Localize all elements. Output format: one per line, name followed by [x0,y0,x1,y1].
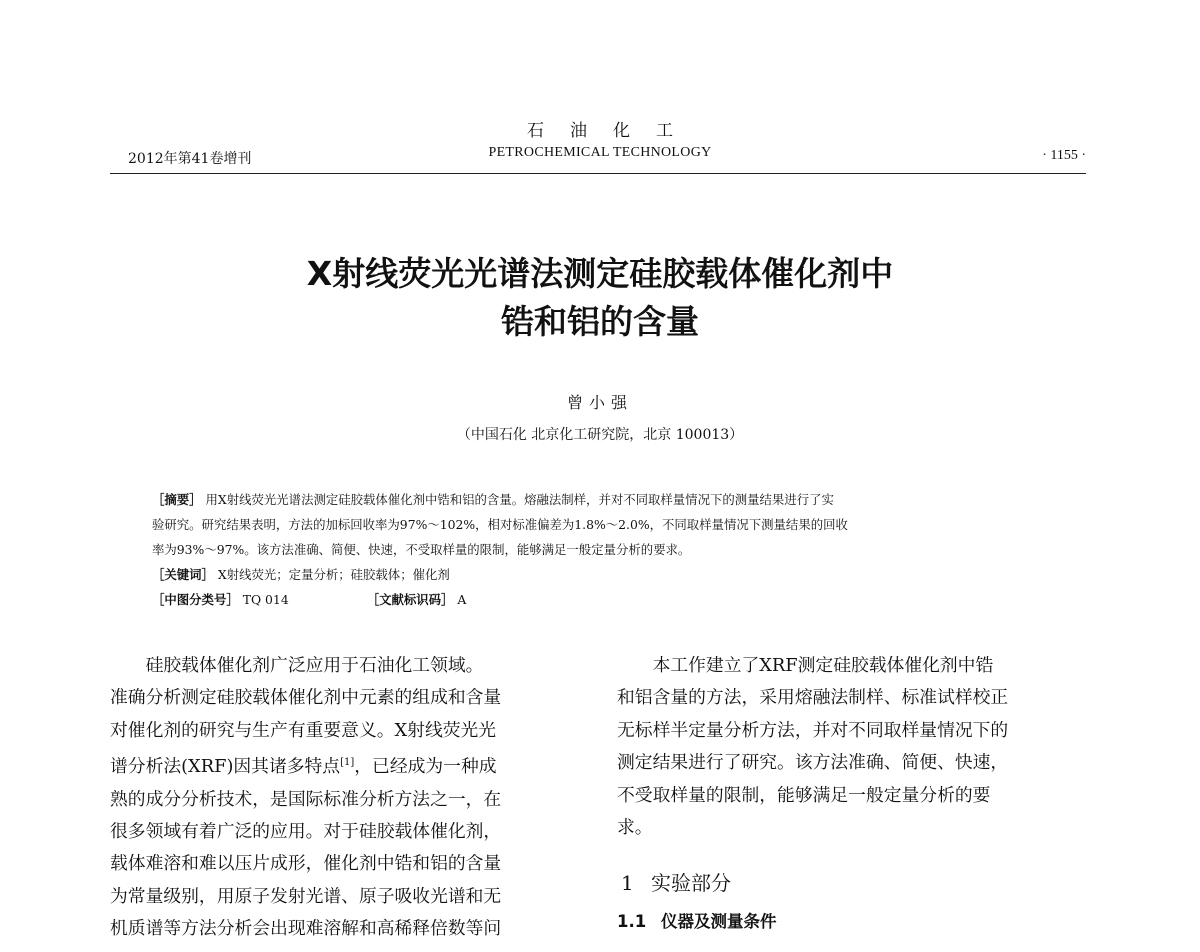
abstract-text-1: 用X射线荧光光谱法测定硅胶载体催化剂中锆和铝的含量。熔融法制样，并对不同取样量情况下的测量结果进行了实 [205,492,834,507]
clc-value: TQ 014 [242,592,289,607]
body-line: 无标样半定量分析方法，并对不同取样量情况下的 [617,719,1009,741]
body-line: 为常量级别，用原子发射光谱、原子吸收光谱和无 [110,885,502,907]
body-line: 熟的成分分析技术，是国际标准分析方法之一，在 [110,788,502,810]
doc-code-label: ［文献标识码］ [366,592,454,607]
body-line: 测定结果进行了研究。该方法准确、简便、快速， [617,752,1009,774]
doc-code-value: A [457,592,467,607]
author-name: 曾小强 [566,393,633,412]
header-rule [110,173,1086,174]
body-column-left [110,650,580,946]
section-heading [617,867,1087,899]
body-line: 准确分析测定硅胶载体催化剂中元素的组成和含量 [110,687,502,709]
title-line-1: X射线荧光光谱法测定硅胶载体催化剂中 [306,254,894,293]
section-title: 实验部分 [651,871,731,896]
body-line-text: 谱分析法(XRF)因其诸多特点 [110,756,341,778]
abstract-label: ［摘要］ [152,492,202,507]
body-column-right [617,650,1087,937]
classification-line [152,587,1052,612]
body-line: 不受取样量的限制，能够满足一般定量分析的要 [617,784,991,806]
body-line: 求。 [617,817,653,839]
title-line-2: 锆和铝的含量 [501,302,699,341]
journal-name-en: PETROCHEMICAL TECHNOLOGY [488,145,712,160]
author-affiliation: （中国石化 北京化工研究院，北京 100013） [456,427,744,443]
journal-name-cn: 石油化工 [527,121,699,141]
abstract-block [152,487,1052,612]
body-line: 机质谱等方法分析会出现难溶解和高稀释倍数等问 [110,918,502,940]
issue-label: 2012年第41卷增刊 [128,151,252,167]
keywords-text: X射线荧光；定量分析；硅胶载体；催化剂 [217,567,450,582]
body-line: 和铝含量的方法，采用熔融法制样、标准试样校正 [617,687,1009,709]
abstract-line-2: 验研究。研究结果表明，方法的加标回收率为97%～102%，相对标准偏差为1.8%～2.0%，不同取样量情况下测量结果的回收 [152,517,848,532]
body-line: 载体难溶和难以压片成形，催化剂中锆和铝的含量 [110,853,502,875]
subsection-heading [617,907,1087,937]
abstract-line-1 [152,487,1052,512]
section-number: 1 [621,871,634,896]
subsection-number: 1.1 [617,912,647,932]
body-line: 本工作建立了XRF测定硅胶载体催化剂中锆 [617,655,994,676]
keywords-line [152,562,1052,587]
body-line: 对催化剂的研究与生产有重要意义。X射线荧光光 [110,719,497,741]
article-title [0,250,1200,346]
body-line-tail: ，已经成为一种成 [354,756,497,778]
clc-label: ［中图分类号］ [152,592,239,607]
body-line: 硅胶载体催化剂广泛应用于石油化工领域。 [110,655,484,676]
abstract-line-3: 率为93%～97%。该方法准确、简便、快速，不受取样量的限制，能够满足一般定量分析的要求。 [152,542,691,557]
reference-marker: [1] [340,757,355,769]
page-number: · 1155 · [1042,148,1086,163]
body-line: 很多领域有着广泛的应用。对于硅胶载体催化剂， [110,820,502,842]
keywords-label: ［关键词］ [152,567,214,582]
body-line [110,747,580,783]
subsection-title: 仪器及测量条件 [661,912,777,932]
